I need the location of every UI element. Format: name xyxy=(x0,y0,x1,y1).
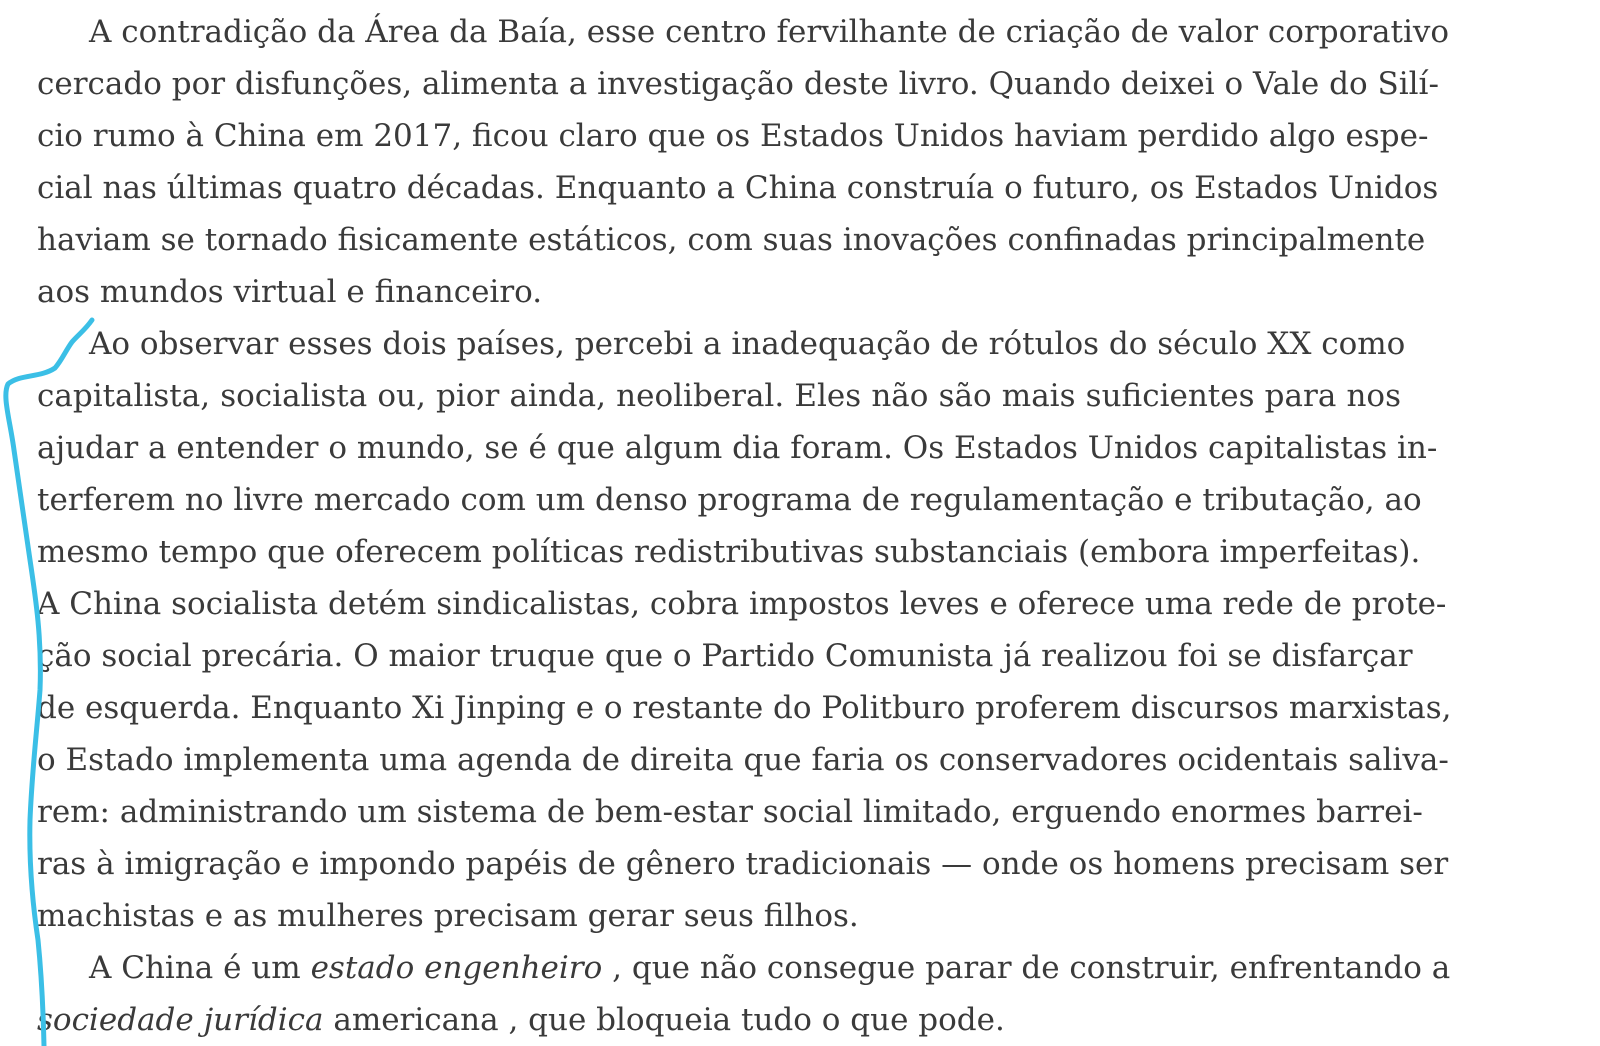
text-line: o Estado implementa uma agenda de direita que faria os conservadores ocidentais saliva- xyxy=(37,742,1449,778)
text-line: capitalista, socialista ou, pior ainda, neoliberal. Eles não são mais suficientes para nos xyxy=(37,378,1401,414)
text-run: A China é um xyxy=(89,950,311,986)
text-line xyxy=(37,942,1451,994)
text-run: americana , que bloqueia tudo o que pode. xyxy=(323,1002,1005,1038)
text-line: cercado por disfunções, alimenta a investigação deste livro. Quando deixei o Vale do Silí- xyxy=(37,66,1439,102)
text-line: aos mundos virtual e financeiro. xyxy=(37,274,543,310)
text-line: mesmo tempo que oferecem políticas redistributivas substanciais (embora imperfeitas). xyxy=(37,534,1421,570)
text-run: , que não consegue parar de construir, enfrentando a xyxy=(602,950,1451,986)
text-line: A China socialista detém sindicalistas, cobra impostos leves e oferece uma rede de prote- xyxy=(37,586,1447,622)
text-line: A contradição da Área da Baía, esse centro fervilhante de criação de valor corporativo xyxy=(89,14,1450,50)
text-line: cial nas últimas quatro décadas. Enquanto a China construía o futuro, os Estados Unidos xyxy=(37,170,1439,206)
text-line: machistas e as mulheres precisam gerar seus filhos. xyxy=(37,898,859,934)
text-line: ção social precária. O maior truque que o Partido Comunista já realizou foi se disfarçar xyxy=(37,638,1413,674)
text-line: ajudar a entender o mundo, se é que algum dia foram. Os Estados Unidos capitalistas in- xyxy=(37,430,1438,466)
text-line: cio rumo à China em 2017, ficou claro que os Estados Unidos haviam perdido algo espe- xyxy=(37,118,1429,154)
text-line: rem: administrando um sistema de bem-estar social limitado, erguendo enormes barrei- xyxy=(37,794,1423,830)
text-line: haviam se tornado fisicamente estáticos, com suas inovações confinadas principalmente xyxy=(37,222,1426,258)
text-line: ras à imigração e impondo papéis de gênero tradicionais — onde os homens precisam ser xyxy=(37,846,1449,882)
text-line xyxy=(37,994,1401,1046)
text-line: terferem no livre mercado com um denso programa de regulamentação e tributação, ao xyxy=(37,482,1422,518)
text-line: Ao observar esses dois países, percebi a inadequação de rótulos do século XX como xyxy=(89,326,1406,362)
text-body xyxy=(37,6,1452,1046)
italic-term: sociedade jurídica xyxy=(37,1002,324,1038)
text-line: de esquerda. Enquanto Xi Jinping e o restante do Politburo proferem discursos marxistas, xyxy=(37,690,1452,726)
italic-term: estado engenheiro xyxy=(310,950,603,986)
